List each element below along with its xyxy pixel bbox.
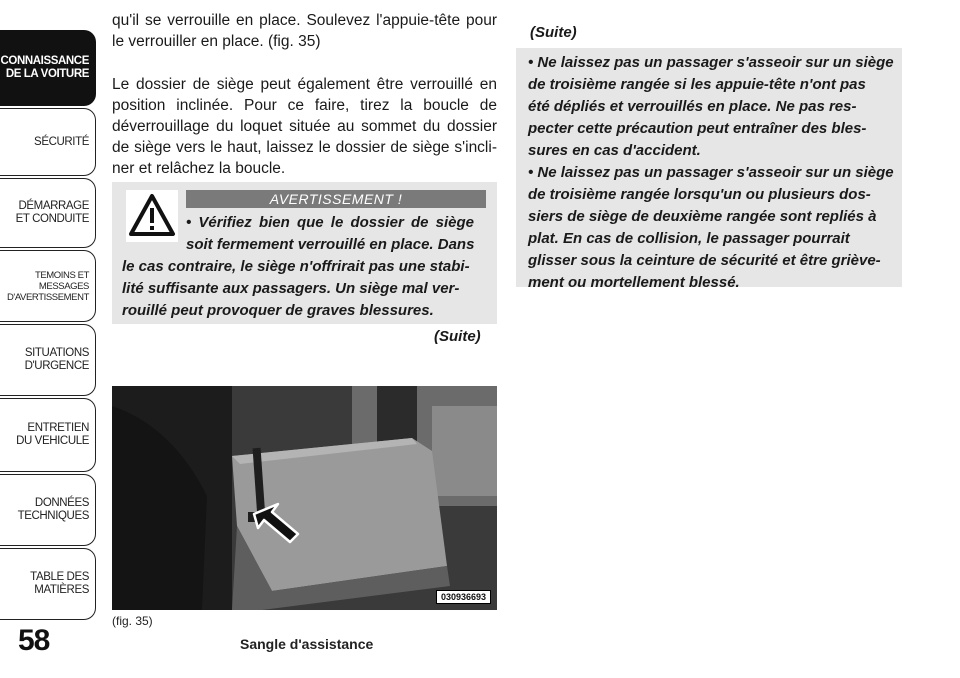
warning-continued-line: pecter cette précaution peut entraîner des bles- [528, 120, 867, 137]
tab-connaissance-de-la-voiture[interactable] [0, 30, 96, 106]
warning-continued-line: de troisième rangée lorsqu'un ou plusieurs dos- [528, 186, 871, 203]
tab-label: ENTRETIEN DU VEHICULE [16, 422, 89, 447]
seat-latch-photo [112, 386, 497, 610]
tab-label: DÉMARRAGE ET CONDUITE [15, 200, 89, 225]
continued-title: (Suite) [530, 24, 577, 41]
warning-continued-line: • Ne laissez pas un passager s'asseoir sur un siège [528, 164, 894, 181]
continued-label: (Suite) [434, 328, 481, 345]
warning-continued-line: siers de siège de deuxième rangée sont repliés à [528, 208, 877, 225]
tab-label: DONNÉES TECHNIQUES [17, 497, 89, 522]
tab-label: SITUATIONS D'URGENCE [24, 347, 89, 372]
body-paragraph-1: qu'il se verrouille en place. Soulevez l'appuie-tête pour le verrouiller en place. (fig. 35) [112, 12, 497, 50]
section-footer-title: Sangle d'assistance [240, 636, 374, 652]
warning-line: rouillé peut provoquer de graves blessures. [122, 302, 434, 319]
warning-continued-line: été dépliés et verrouillés en place. Ne pas res- [528, 98, 857, 115]
tab-securite[interactable] [0, 108, 96, 176]
page-number: 58 [18, 624, 50, 657]
warning-line: • Vérifiez bien que le dossier de siège [186, 214, 475, 231]
tab-label: SÉCURITÉ [34, 135, 89, 148]
tab-label: TABLE DES MATIÈRES [30, 571, 89, 596]
warning-continued-line: sures en cas d'accident. [528, 142, 701, 159]
warning-line: lité suffisante aux passagers. Un siège mal ver- [122, 280, 460, 297]
body-paragraph-2: Le dossier de siège peut également être verrouillé en position inclinée. Pour ce faire, tirez la boucle de déverrouillage du loquet située au sommet du dossier de siège vers le haut, laissez le dossier de siège s'incli-ner et relâchez la boucle. [112, 76, 497, 177]
tab-label: CONNAISSANCE DE LA VOITURE [0, 55, 89, 80]
figure-caption: (fig. 35) [112, 614, 153, 628]
tab-situations-d-urgence[interactable] [0, 324, 96, 396]
tab-demarrage-et-conduite[interactable] [0, 178, 96, 248]
warning-continued-line: de troisième rangée si les appuie-tête n'ont pas [528, 76, 866, 93]
tab-table-des-matieres[interactable] [0, 548, 96, 620]
warning-line: soit fermement verrouillé en place. Dans [186, 236, 475, 253]
warning-triangle-icon [126, 190, 178, 242]
tab-label: TEMOINS ET MESSAGES D'AVERTISSEMENT [6, 269, 89, 303]
warning-continued-line: plat. En cas de collision, le passager pourrait [528, 230, 850, 247]
figure-code: 030936693 [436, 590, 491, 604]
warning-line: le cas contraire, le siège n'offrirait pas une stabi- [122, 258, 470, 275]
tab-entretien-du-vehicule[interactable] [0, 398, 96, 472]
warning-continued-line: • Ne laissez pas un passager s'asseoir sur un siège [528, 54, 894, 71]
tab-donnees-techniques[interactable] [0, 474, 96, 546]
tab-temoins-et-messages[interactable] [0, 250, 96, 322]
warning-continued-line: glisser sous la ceinture de sécurité et être griève- [528, 252, 881, 269]
warning-header: AVERTISSEMENT ! [186, 190, 486, 208]
warning-continued-line: ment ou mortellement blessé. [528, 274, 740, 291]
